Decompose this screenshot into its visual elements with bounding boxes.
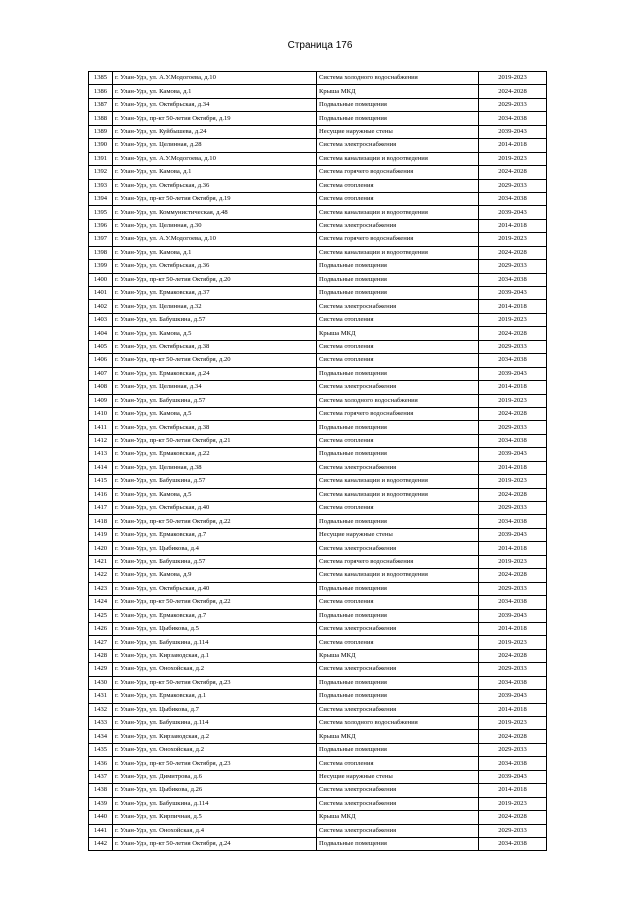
period-cell: 2024-2028 (479, 488, 547, 501)
system-cell: Система электроснабжения (317, 139, 479, 152)
period-cell: 2029-2033 (479, 260, 547, 273)
row-number-cell: 1395 (89, 206, 113, 219)
address-cell: г. Улан-Удэ, ул. А.У.Модогоева, д.10 (113, 233, 317, 246)
address-cell: г. Улан-Удэ, ул. Октябрьская, д.40 (113, 582, 317, 595)
table-row (89, 649, 547, 662)
period-cell: 2024-2028 (479, 327, 547, 340)
address-cell: г. Улан-Удэ, ул. Целинная, д.28 (113, 139, 317, 152)
address-cell: г. Улан-Удэ, пр-кт 50-летия Октября, д.22 (113, 596, 317, 609)
period-cell: 2024-2028 (479, 730, 547, 743)
row-number-cell: 1421 (89, 555, 113, 568)
table-row (89, 703, 547, 716)
row-number-cell: 1430 (89, 676, 113, 689)
system-cell: Подвальные помещения (317, 676, 479, 689)
period-cell: 2039-2043 (479, 367, 547, 380)
system-cell: Система отопления (317, 636, 479, 649)
period-cell: 2014-2018 (479, 703, 547, 716)
system-cell: Система холодного водоснабжения (317, 394, 479, 407)
system-cell: Система отопления (317, 434, 479, 447)
table-row (89, 206, 547, 219)
system-cell: Система отопления (317, 340, 479, 353)
period-cell: 2024-2028 (479, 166, 547, 179)
table-row (89, 730, 547, 743)
address-cell: г. Улан-Удэ, ул. Бабушкина, д.57 (113, 475, 317, 488)
table-row (89, 475, 547, 488)
table-row (89, 219, 547, 232)
period-cell: 2024-2028 (479, 811, 547, 824)
period-cell: 2034-2038 (479, 112, 547, 125)
table-row (89, 367, 547, 380)
row-number-cell: 1411 (89, 421, 113, 434)
period-cell: 2014-2018 (479, 622, 547, 635)
row-number-cell: 1418 (89, 515, 113, 528)
address-cell: г. Улан-Удэ, пр-кт 50-летия Октября, д.23 (113, 757, 317, 770)
period-cell: 2034-2038 (479, 676, 547, 689)
system-cell: Система холодного водоснабжения (317, 717, 479, 730)
period-cell: 2024-2028 (479, 246, 547, 259)
address-cell: г. Улан-Удэ, пр-кт 50-летия Октября, д.19 (113, 192, 317, 205)
period-cell: 2029-2033 (479, 824, 547, 837)
table-row (89, 98, 547, 111)
table-row (89, 354, 547, 367)
system-cell: Система электроснабжения (317, 784, 479, 797)
table-row (89, 72, 547, 85)
system-cell: Крыша МКД (317, 327, 479, 340)
address-cell: г. Улан-Удэ, ул. Димитрова, д.6 (113, 770, 317, 783)
address-cell: г. Улан-Удэ, пр-кт 50-летия Октября, д.20 (113, 273, 317, 286)
system-cell: Крыша МКД (317, 85, 479, 98)
address-cell: г. Улан-Удэ, ул. Камова, д.9 (113, 569, 317, 582)
period-cell: 2019-2023 (479, 717, 547, 730)
table-row (89, 313, 547, 326)
address-cell: г. Улан-Удэ, пр-кт 50-летия Октября, д.24 (113, 837, 317, 850)
row-number-cell: 1428 (89, 649, 113, 662)
table-row (89, 192, 547, 205)
period-cell: 2039-2043 (479, 125, 547, 138)
row-number-cell: 1400 (89, 273, 113, 286)
table-row (89, 569, 547, 582)
system-cell: Система электроснабжения (317, 219, 479, 232)
address-cell: г. Улан-Удэ, ул. Камова, д.1 (113, 85, 317, 98)
address-cell: г. Улан-Удэ, пр-кт 50-летия Октября, д.22 (113, 515, 317, 528)
address-cell: г. Улан-Удэ, пр-кт 50-летия Октября, д.23 (113, 676, 317, 689)
period-cell: 2024-2028 (479, 85, 547, 98)
row-number-cell: 1389 (89, 125, 113, 138)
period-cell: 2034-2038 (479, 837, 547, 850)
system-cell: Подвальные помещения (317, 837, 479, 850)
system-cell: Система электроснабжения (317, 381, 479, 394)
address-cell: г. Улан-Удэ, ул. Целинная, д.30 (113, 219, 317, 232)
period-cell: 2024-2028 (479, 569, 547, 582)
period-cell: 2034-2038 (479, 434, 547, 447)
system-cell: Подвальные помещения (317, 273, 479, 286)
address-cell: г. Улан-Удэ, ул. Камова, д.5 (113, 327, 317, 340)
table-row (89, 179, 547, 192)
system-cell: Система горячего водоснабжения (317, 166, 479, 179)
row-number-cell: 1423 (89, 582, 113, 595)
system-cell: Система электроснабжения (317, 300, 479, 313)
table-row (89, 757, 547, 770)
address-cell: г. Улан-Удэ, ул. Октябрьская, д.36 (113, 179, 317, 192)
system-cell: Система электроснабжения (317, 461, 479, 474)
period-cell: 2029-2033 (479, 179, 547, 192)
period-cell: 2034-2038 (479, 596, 547, 609)
table-row (89, 515, 547, 528)
period-cell: 2034-2038 (479, 354, 547, 367)
address-cell: г. Улан-Удэ, ул. Куйбышева, д.24 (113, 125, 317, 138)
period-cell: 2039-2043 (479, 690, 547, 703)
system-cell: Система канализации и водоотведения (317, 475, 479, 488)
row-number-cell: 1437 (89, 770, 113, 783)
system-cell: Подвальные помещения (317, 287, 479, 300)
row-number-cell: 1416 (89, 488, 113, 501)
system-cell: Система электроснабжения (317, 703, 479, 716)
system-cell: Крыша МКД (317, 811, 479, 824)
table-row (89, 824, 547, 837)
row-number-cell: 1404 (89, 327, 113, 340)
row-number-cell: 1424 (89, 596, 113, 609)
system-cell: Система канализации и водоотведения (317, 569, 479, 582)
table-row (89, 112, 547, 125)
row-number-cell: 1420 (89, 542, 113, 555)
table-row (89, 233, 547, 246)
row-number-cell: 1396 (89, 219, 113, 232)
table-row (89, 152, 547, 165)
system-cell: Крыша МКД (317, 730, 479, 743)
table-row (89, 555, 547, 568)
table-body (89, 72, 547, 851)
row-number-cell: 1429 (89, 663, 113, 676)
row-number-cell: 1412 (89, 434, 113, 447)
repair-schedule-table (88, 71, 547, 851)
period-cell: 2029-2033 (479, 502, 547, 515)
period-cell: 2019-2023 (479, 233, 547, 246)
row-number-cell: 1409 (89, 394, 113, 407)
row-number-cell: 1406 (89, 354, 113, 367)
row-number-cell: 1425 (89, 609, 113, 622)
period-cell: 2029-2033 (479, 340, 547, 353)
address-cell: г. Улан-Удэ, пр-кт 50-летия Октября, д.19 (113, 112, 317, 125)
address-cell: г. Улан-Удэ, ул. Цыбикова, д.4 (113, 542, 317, 555)
system-cell: Несущие наружные стены (317, 770, 479, 783)
row-number-cell: 1392 (89, 166, 113, 179)
address-cell: г. Улан-Удэ, ул. Цыбикова, д.7 (113, 703, 317, 716)
address-cell: г. Улан-Удэ, ул. Кирзаводская, д.2 (113, 730, 317, 743)
row-number-cell: 1442 (89, 837, 113, 850)
row-number-cell: 1393 (89, 179, 113, 192)
address-cell: г. Улан-Удэ, ул. Целинная, д.34 (113, 381, 317, 394)
system-cell: Система отопления (317, 502, 479, 515)
row-number-cell: 1413 (89, 448, 113, 461)
table-row (89, 246, 547, 259)
system-cell: Подвальные помещения (317, 515, 479, 528)
system-cell: Система электроснабжения (317, 622, 479, 635)
address-cell: г. Улан-Удэ, ул. А.У.Модогоева, д.10 (113, 152, 317, 165)
period-cell: 2014-2018 (479, 784, 547, 797)
address-cell: г. Улан-Удэ, ул. Бабушкина, д.57 (113, 555, 317, 568)
system-cell: Подвальные помещения (317, 367, 479, 380)
period-cell: 2039-2043 (479, 287, 547, 300)
system-cell: Система отопления (317, 192, 479, 205)
period-cell: 2039-2043 (479, 528, 547, 541)
row-number-cell: 1388 (89, 112, 113, 125)
period-cell: 2034-2038 (479, 515, 547, 528)
table-row (89, 421, 547, 434)
table-row (89, 407, 547, 420)
period-cell: 2014-2018 (479, 300, 547, 313)
period-cell: 2019-2023 (479, 797, 547, 810)
address-cell: г. Улан-Удэ, ул. Ермаковская, д.22 (113, 448, 317, 461)
address-cell: г. Улан-Удэ, ул. Онохойская, д.4 (113, 824, 317, 837)
period-cell: 2024-2028 (479, 649, 547, 662)
row-number-cell: 1407 (89, 367, 113, 380)
row-number-cell: 1431 (89, 690, 113, 703)
address-cell: г. Улан-Удэ, ул. Камова, д.5 (113, 488, 317, 501)
table-row (89, 394, 547, 407)
system-cell: Система канализации и водоотведения (317, 206, 479, 219)
table-row (89, 784, 547, 797)
period-cell: 2019-2023 (479, 72, 547, 85)
system-cell: Система отопления (317, 596, 479, 609)
address-cell: г. Улан-Удэ, ул. Ермаковская, д.7 (113, 609, 317, 622)
address-cell: г. Улан-Удэ, ул. Ермаковская, д.1 (113, 690, 317, 703)
address-cell: г. Улан-Удэ, ул. Октябрьская, д.38 (113, 340, 317, 353)
address-cell: г. Улан-Удэ, ул. Коммунистическая, д.48 (113, 206, 317, 219)
table-row (89, 690, 547, 703)
address-cell: г. Улан-Удэ, ул. Октябрьская, д.38 (113, 421, 317, 434)
address-cell: г. Улан-Удэ, ул. Целинная, д.32 (113, 300, 317, 313)
system-cell: Подвальные помещения (317, 690, 479, 703)
system-cell: Система горячего водоснабжения (317, 555, 479, 568)
row-number-cell: 1394 (89, 192, 113, 205)
row-number-cell: 1434 (89, 730, 113, 743)
table-row (89, 327, 547, 340)
address-cell: г. Улан-Удэ, ул. Цыбикова, д.26 (113, 784, 317, 797)
address-cell: г. Улан-Удэ, ул. Бабушкина, д.114 (113, 717, 317, 730)
row-number-cell: 1401 (89, 287, 113, 300)
address-cell: г. Улан-Удэ, пр-кт 50-летия Октября, д.20 (113, 354, 317, 367)
page-title: Страница 176 (287, 40, 353, 51)
period-cell: 2034-2038 (479, 273, 547, 286)
system-cell: Подвальные помещения (317, 260, 479, 273)
period-cell: 2024-2028 (479, 407, 547, 420)
period-cell: 2019-2023 (479, 313, 547, 326)
row-number-cell: 1414 (89, 461, 113, 474)
system-cell: Подвальные помещения (317, 421, 479, 434)
system-cell: Система электроснабжения (317, 542, 479, 555)
table-row (89, 596, 547, 609)
period-cell: 2019-2023 (479, 394, 547, 407)
period-cell: 2029-2033 (479, 663, 547, 676)
system-cell: Крыша МКД (317, 649, 479, 662)
period-cell: 2034-2038 (479, 192, 547, 205)
row-number-cell: 1387 (89, 98, 113, 111)
table-row (89, 488, 547, 501)
row-number-cell: 1427 (89, 636, 113, 649)
row-number-cell: 1439 (89, 797, 113, 810)
address-cell: г. Улан-Удэ, ул. Кирпичная, д.5 (113, 811, 317, 824)
system-cell: Подвальные помещения (317, 98, 479, 111)
address-cell: г. Улан-Удэ, пр-кт 50-летия Октября, д.21 (113, 434, 317, 447)
table-row (89, 461, 547, 474)
system-cell: Система канализации и водоотведения (317, 488, 479, 501)
row-number-cell: 1410 (89, 407, 113, 420)
row-number-cell: 1403 (89, 313, 113, 326)
row-number-cell: 1390 (89, 139, 113, 152)
system-cell: Подвальные помещения (317, 448, 479, 461)
address-cell: г. Улан-Удэ, ул. Онохойская, д.2 (113, 743, 317, 756)
address-cell: г. Улан-Удэ, ул. А.У.Модогоева, д.10 (113, 72, 317, 85)
address-cell: г. Улан-Удэ, ул. Целинная, д.38 (113, 461, 317, 474)
row-number-cell: 1398 (89, 246, 113, 259)
row-number-cell: 1385 (89, 72, 113, 85)
table-row (89, 636, 547, 649)
table-row (89, 502, 547, 515)
system-cell: Подвальные помещения (317, 112, 479, 125)
row-number-cell: 1433 (89, 717, 113, 730)
table-row (89, 676, 547, 689)
period-cell: 2019-2023 (479, 636, 547, 649)
period-cell: 2029-2033 (479, 98, 547, 111)
period-cell: 2019-2023 (479, 152, 547, 165)
period-cell: 2039-2043 (479, 770, 547, 783)
period-cell: 2014-2018 (479, 381, 547, 394)
address-cell: г. Улан-Удэ, ул. Кирзаводская, д.1 (113, 649, 317, 662)
period-cell: 2014-2018 (479, 139, 547, 152)
table-row (89, 717, 547, 730)
row-number-cell: 1441 (89, 824, 113, 837)
address-cell: г. Улан-Удэ, ул. Ермаковская, д.37 (113, 287, 317, 300)
table-row (89, 542, 547, 555)
row-number-cell: 1408 (89, 381, 113, 394)
table-row (89, 139, 547, 152)
system-cell: Несущие наружные стены (317, 528, 479, 541)
table-row (89, 811, 547, 824)
table-row (89, 125, 547, 138)
row-number-cell: 1386 (89, 85, 113, 98)
system-cell: Система горячего водоснабжения (317, 233, 479, 246)
address-cell: г. Улан-Удэ, ул. Камова, д.1 (113, 166, 317, 179)
address-cell: г. Улан-Удэ, ул. Бабушкина, д.114 (113, 797, 317, 810)
address-cell: г. Улан-Удэ, ул. Цыбикова, д.5 (113, 622, 317, 635)
system-cell: Система отопления (317, 179, 479, 192)
period-cell: 2039-2043 (479, 448, 547, 461)
row-number-cell: 1438 (89, 784, 113, 797)
row-number-cell: 1432 (89, 703, 113, 716)
table-row (89, 837, 547, 850)
period-cell: 2029-2033 (479, 421, 547, 434)
period-cell: 2039-2043 (479, 206, 547, 219)
table-row (89, 260, 547, 273)
system-cell: Система отопления (317, 757, 479, 770)
period-cell: 2014-2018 (479, 219, 547, 232)
row-number-cell: 1435 (89, 743, 113, 756)
table-row (89, 622, 547, 635)
row-number-cell: 1419 (89, 528, 113, 541)
system-cell: Подвальные помещения (317, 582, 479, 595)
table-row (89, 663, 547, 676)
row-number-cell: 1402 (89, 300, 113, 313)
table-row (89, 287, 547, 300)
system-cell: Система отопления (317, 313, 479, 326)
row-number-cell: 1436 (89, 757, 113, 770)
address-cell: г. Улан-Удэ, ул. Бабушкина, д.114 (113, 636, 317, 649)
row-number-cell: 1422 (89, 569, 113, 582)
address-cell: г. Улан-Удэ, ул. Бабушкина, д.57 (113, 313, 317, 326)
system-cell: Система электроснабжения (317, 797, 479, 810)
period-cell: 2019-2023 (479, 555, 547, 568)
row-number-cell: 1440 (89, 811, 113, 824)
table-row (89, 273, 547, 286)
row-number-cell: 1417 (89, 502, 113, 515)
row-number-cell: 1399 (89, 260, 113, 273)
address-cell: г. Улан-Удэ, ул. Ермаковская, д.24 (113, 367, 317, 380)
row-number-cell: 1397 (89, 233, 113, 246)
period-cell: 2039-2043 (479, 609, 547, 622)
address-cell: г. Улан-Удэ, ул. Онохойская, д.2 (113, 663, 317, 676)
table-row (89, 770, 547, 783)
address-cell: г. Улан-Удэ, ул. Бабушкина, д.57 (113, 394, 317, 407)
system-cell: Система электроснабжения (317, 663, 479, 676)
row-number-cell: 1415 (89, 475, 113, 488)
system-cell: Система электроснабжения (317, 824, 479, 837)
table-row (89, 381, 547, 394)
system-cell: Система горячего водоснабжения (317, 407, 479, 420)
system-cell: Подвальные помещения (317, 609, 479, 622)
row-number-cell: 1426 (89, 622, 113, 635)
period-cell: 2014-2018 (479, 461, 547, 474)
system-cell: Несущие наружные стены (317, 125, 479, 138)
table-row (89, 340, 547, 353)
table-row (89, 609, 547, 622)
table-row (89, 528, 547, 541)
address-cell: г. Улан-Удэ, ул. Октябрьская, д.40 (113, 502, 317, 515)
period-cell: 2019-2023 (479, 475, 547, 488)
table-row (89, 743, 547, 756)
system-cell: Подвальные помещения (317, 743, 479, 756)
table-row (89, 300, 547, 313)
table-row (89, 434, 547, 447)
system-cell: Система отопления (317, 354, 479, 367)
table-row (89, 448, 547, 461)
row-number-cell: 1405 (89, 340, 113, 353)
table-row (89, 85, 547, 98)
period-cell: 2029-2033 (479, 582, 547, 595)
system-cell: Система канализации и водоотведения (317, 246, 479, 259)
period-cell: 2029-2033 (479, 743, 547, 756)
table-row (89, 166, 547, 179)
table-row (89, 797, 547, 810)
table-row (89, 582, 547, 595)
address-cell: г. Улан-Удэ, ул. Камова, д.5 (113, 407, 317, 420)
address-cell: г. Улан-Удэ, ул. Ермаковская, д.7 (113, 528, 317, 541)
system-cell: Система холодного водоснабжения (317, 72, 479, 85)
address-cell: г. Улан-Удэ, ул. Октябрьская, д.34 (113, 98, 317, 111)
address-cell: г. Улан-Удэ, ул. Октябрьская, д.36 (113, 260, 317, 273)
system-cell: Система канализации и водоотведения (317, 152, 479, 165)
address-cell: г. Улан-Удэ, ул. Камова, д.1 (113, 246, 317, 259)
row-number-cell: 1391 (89, 152, 113, 165)
period-cell: 2034-2038 (479, 757, 547, 770)
period-cell: 2014-2018 (479, 542, 547, 555)
